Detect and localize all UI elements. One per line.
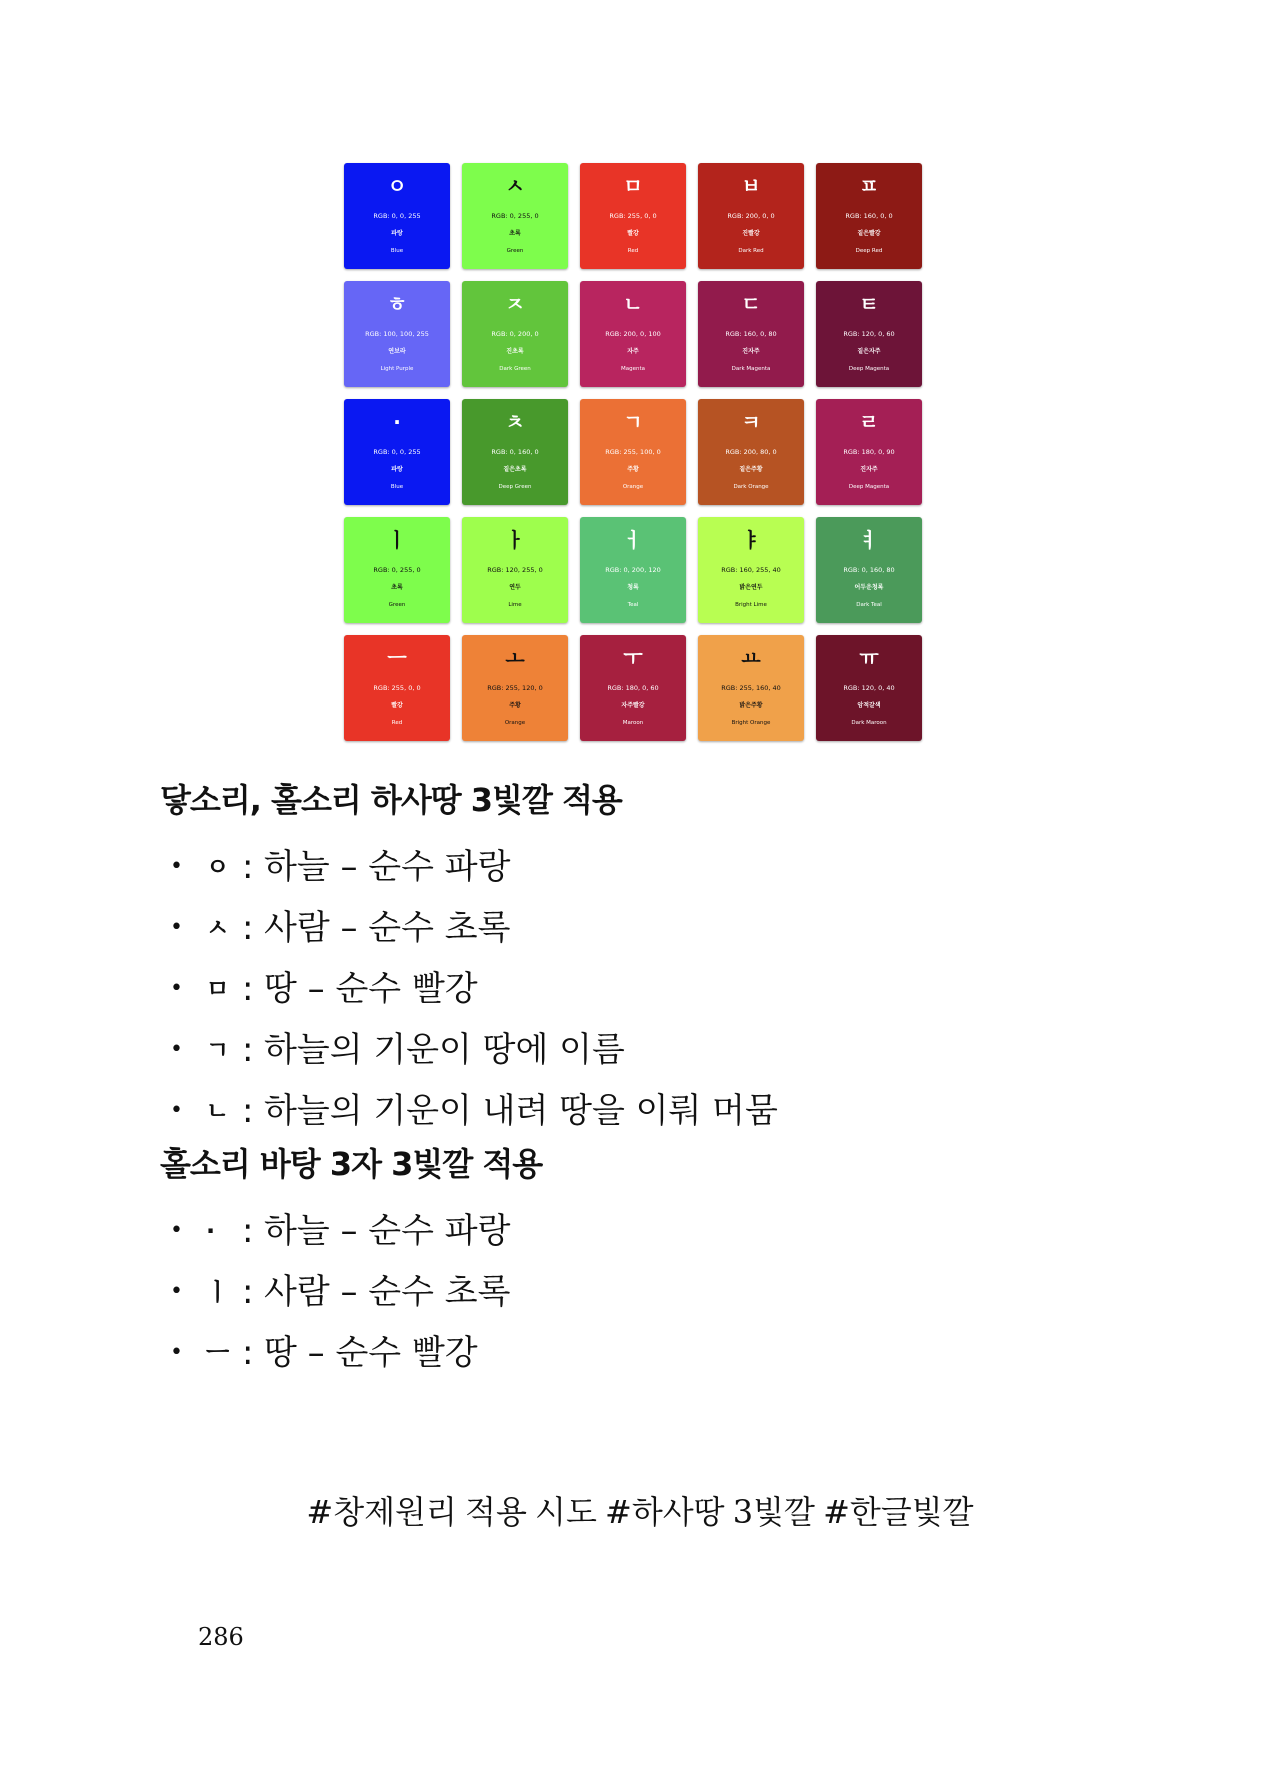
item-description: 사람 – 순수 초록	[264, 1271, 511, 1312]
tile-korean-name: 초록	[391, 584, 403, 591]
list-item	[170, 836, 778, 897]
color-tile	[698, 517, 804, 623]
tile-korean-name: 짙은자주	[857, 348, 881, 355]
tile-glyph: ㅏ	[505, 528, 525, 552]
tile-rgb-value: RGB: 100, 100, 255	[365, 330, 429, 338]
tile-rgb-value: RGB: 120, 255, 0	[487, 566, 543, 574]
tile-english-name: Deep Red	[855, 248, 883, 254]
list-item	[170, 1261, 511, 1322]
colon-separator: :	[242, 968, 254, 1009]
bullet-icon: •	[170, 975, 183, 1001]
tile-rgb-value: RGB: 120, 0, 60	[843, 330, 895, 338]
bullet-icon: •	[170, 1339, 183, 1365]
color-tile	[344, 517, 450, 623]
section-title-base-vowels: 홀소리 바탕 3자 3빛깔 적용	[160, 1145, 543, 1183]
tile-english-name: Orange	[622, 484, 644, 490]
tile-rgb-value: RGB: 200, 0, 100	[605, 330, 661, 338]
tile-korean-name: 짙은초록	[503, 466, 527, 473]
tile-rgb-value: RGB: 160, 0, 0	[845, 212, 893, 220]
tile-glyph: ㅜ	[623, 646, 643, 670]
tile-english-name: Orange	[504, 720, 526, 726]
tile-korean-name: 빨강	[627, 230, 639, 237]
tile-english-name: Blue	[390, 484, 404, 490]
jamo-letter: ㅁ	[206, 974, 230, 1003]
bullet-icon: •	[170, 1036, 183, 1062]
tile-rgb-value: RGB: 160, 255, 40	[721, 566, 781, 574]
color-tile	[698, 635, 804, 741]
tile-glyph: ㅛ	[741, 646, 761, 670]
tile-korean-name: 진빨강	[742, 230, 760, 237]
tile-english-name: Dark Magenta	[731, 366, 771, 372]
color-tile	[816, 163, 922, 269]
tile-korean-name: 밝은주황	[739, 702, 763, 709]
color-tile	[580, 281, 686, 387]
item-description: 땅 – 순수 빨강	[264, 968, 478, 1009]
tile-korean-name: 주황	[627, 466, 639, 473]
tile-rgb-value: RGB: 0, 160, 0	[491, 448, 539, 456]
jamo-letter: ㅅ	[206, 913, 230, 942]
tile-korean-name: 진초록	[506, 348, 524, 355]
colon-separator: :	[242, 1090, 254, 1131]
color-tile	[462, 517, 568, 623]
color-tile	[462, 635, 568, 741]
color-tile	[816, 399, 922, 505]
tile-english-name: Deep Green	[498, 484, 532, 490]
tile-korean-name: 파랑	[391, 466, 403, 473]
tile-glyph: ㅡ	[387, 646, 407, 670]
tile-rgb-value: RGB: 0, 160, 80	[843, 566, 895, 574]
tile-korean-name: 짙은주황	[739, 466, 763, 473]
bullet-icon: •	[170, 853, 183, 879]
tile-glyph: ·	[393, 410, 401, 434]
color-tile	[344, 281, 450, 387]
tile-english-name: Green	[388, 602, 406, 608]
color-tile	[698, 163, 804, 269]
colon-separator: :	[242, 1210, 254, 1251]
bullet-icon: •	[170, 1217, 183, 1243]
tile-glyph: ㅣ	[387, 528, 407, 552]
colon-separator: :	[242, 1271, 254, 1312]
tile-rgb-value: RGB: 0, 255, 0	[373, 566, 421, 574]
item-description: 땅 – 순수 빨강	[264, 1332, 478, 1373]
tile-korean-name: 자주빨강	[621, 702, 645, 709]
color-tile	[344, 399, 450, 505]
tile-korean-name: 진자주	[742, 348, 760, 355]
colon-separator: :	[242, 846, 254, 887]
tile-glyph: ㅍ	[859, 174, 879, 198]
base-vowel-color-list	[170, 1200, 511, 1383]
color-tile	[580, 517, 686, 623]
tile-rgb-value: RGB: 255, 0, 0	[373, 684, 421, 692]
colon-separator: :	[242, 907, 254, 948]
color-tile	[580, 635, 686, 741]
tile-english-name: Bright Lime	[735, 602, 767, 608]
tile-english-name: Dark Teal	[856, 602, 882, 608]
tile-english-name: Deep Magenta	[848, 366, 890, 372]
tile-rgb-value: RGB: 255, 120, 0	[487, 684, 543, 692]
tile-rgb-value: RGB: 120, 0, 40	[843, 684, 895, 692]
tile-korean-name: 연보라	[388, 348, 406, 355]
tile-english-name: Light Purple	[380, 366, 414, 372]
tile-rgb-value: RGB: 255, 100, 0	[605, 448, 661, 456]
color-tile	[816, 517, 922, 623]
tile-rgb-value: RGB: 255, 0, 0	[609, 212, 657, 220]
jamo-letter: ㄱ	[206, 1035, 230, 1064]
tile-korean-name: 초록	[509, 230, 521, 237]
color-tile	[344, 635, 450, 741]
color-tile	[462, 163, 568, 269]
tile-glyph: ㅋ	[741, 410, 761, 434]
color-tile	[816, 281, 922, 387]
jamo-letter: ㅇ	[206, 852, 230, 881]
tile-korean-name: 암적갈색	[857, 702, 881, 709]
list-item	[170, 1080, 778, 1141]
tile-english-name: Dark Red	[738, 248, 764, 254]
tile-english-name: Lime	[508, 602, 522, 608]
tile-glyph: ㅇ	[387, 174, 407, 198]
tile-english-name: Dark Maroon	[851, 720, 887, 726]
tile-korean-name: 주황	[509, 702, 521, 709]
color-tile	[580, 399, 686, 505]
color-tile	[580, 163, 686, 269]
tile-english-name: Dark Orange	[733, 484, 769, 490]
tile-rgb-value: RGB: 180, 0, 60	[607, 684, 659, 692]
colon-separator: :	[242, 1332, 254, 1373]
item-description: 하늘 – 순수 파랑	[264, 846, 511, 887]
tile-glyph: ㅗ	[505, 646, 525, 670]
tile-rgb-value: RGB: 0, 255, 0	[491, 212, 539, 220]
list-item	[170, 1019, 778, 1080]
list-item	[170, 1200, 511, 1261]
tile-korean-name: 자주	[627, 348, 639, 355]
tile-english-name: Blue	[390, 248, 404, 254]
tile-glyph: ㅎ	[387, 292, 407, 316]
color-tile	[698, 281, 804, 387]
item-description: 하늘의 기운이 내려 땅을 이뤄 머뭄	[264, 1090, 778, 1131]
tile-glyph: ㅂ	[741, 174, 761, 198]
tile-glyph: ㅓ	[623, 528, 643, 552]
tile-rgb-value: RGB: 180, 0, 90	[843, 448, 895, 456]
jamo-letter: ㅡ	[206, 1338, 230, 1367]
jamo-letter: ·	[206, 1216, 216, 1245]
tile-rgb-value: RGB: 0, 200, 120	[605, 566, 661, 574]
tile-korean-name: 어두운청록	[854, 584, 884, 591]
tile-rgb-value: RGB: 0, 0, 255	[373, 448, 421, 456]
tile-glyph: ㄴ	[623, 292, 643, 316]
page-number: 286	[198, 1623, 244, 1651]
item-description: 사람 – 순수 초록	[264, 907, 511, 948]
tile-rgb-value: RGB: 200, 0, 0	[727, 212, 775, 220]
tile-rgb-value: RGB: 255, 160, 40	[721, 684, 781, 692]
tile-korean-name: 파랑	[391, 230, 403, 237]
tile-glyph: ㅌ	[859, 292, 879, 316]
color-tile	[698, 399, 804, 505]
tile-korean-name: 빨강	[391, 702, 403, 709]
tile-english-name: Red	[627, 248, 639, 254]
color-tile	[344, 163, 450, 269]
tile-glyph: ㅕ	[859, 528, 879, 552]
list-item	[170, 1322, 511, 1383]
tile-korean-name: 청록	[627, 584, 639, 591]
item-description: 하늘 – 순수 파랑	[264, 1210, 511, 1251]
color-tile	[462, 281, 568, 387]
section-title-consonants-vowels: 닿소리, 홀소리 하사땅 3빛깔 적용	[160, 781, 622, 819]
tile-glyph: ㅠ	[859, 646, 879, 670]
tile-rgb-value: RGB: 200, 80, 0	[725, 448, 777, 456]
tile-rgb-value: RGB: 0, 200, 0	[491, 330, 539, 338]
bullet-icon: •	[170, 1278, 183, 1304]
tile-english-name: Red	[391, 720, 403, 726]
colon-separator: :	[242, 1029, 254, 1070]
tile-english-name: Teal	[627, 602, 639, 608]
tile-glyph: ㅁ	[623, 174, 643, 198]
tile-glyph: ㅊ	[505, 410, 525, 434]
tile-glyph: ㄱ	[623, 410, 643, 434]
jamo-letter: ㅣ	[206, 1277, 230, 1306]
list-item	[170, 897, 778, 958]
bullet-icon: •	[170, 1097, 183, 1123]
hashtags: #창제원리 적용 시도 #하사땅 3빛깔 #한글빛깔	[306, 1493, 974, 1531]
tile-english-name: Dark Green	[499, 366, 531, 372]
color-tile	[816, 635, 922, 741]
tile-glyph: ㄹ	[859, 410, 879, 434]
tile-english-name: Green	[506, 248, 524, 254]
tile-glyph: ㅅ	[505, 174, 525, 198]
tile-glyph: ㄷ	[741, 292, 761, 316]
tile-korean-name: 연두	[509, 584, 521, 591]
tile-rgb-value: RGB: 0, 0, 255	[373, 212, 421, 220]
item-description: 하늘의 기운이 땅에 이름	[264, 1029, 625, 1070]
consonant-color-list	[170, 836, 778, 1141]
tile-english-name: Magenta	[620, 366, 645, 372]
tile-glyph: ㅑ	[741, 528, 761, 552]
tile-korean-name: 진자주	[860, 466, 878, 473]
color-grid	[344, 163, 925, 744]
tile-korean-name: 밝은연두	[739, 584, 763, 591]
list-item	[170, 958, 778, 1019]
tile-glyph: ㅈ	[505, 292, 525, 316]
tile-english-name: Bright Orange	[731, 720, 771, 726]
color-tile	[462, 399, 568, 505]
tile-english-name: Deep Magenta	[848, 484, 890, 490]
tile-korean-name: 짙은빨강	[857, 230, 881, 237]
jamo-letter: ㄴ	[206, 1096, 230, 1125]
bullet-icon: •	[170, 914, 183, 940]
tile-english-name: Maroon	[622, 720, 644, 726]
tile-rgb-value: RGB: 160, 0, 80	[725, 330, 777, 338]
